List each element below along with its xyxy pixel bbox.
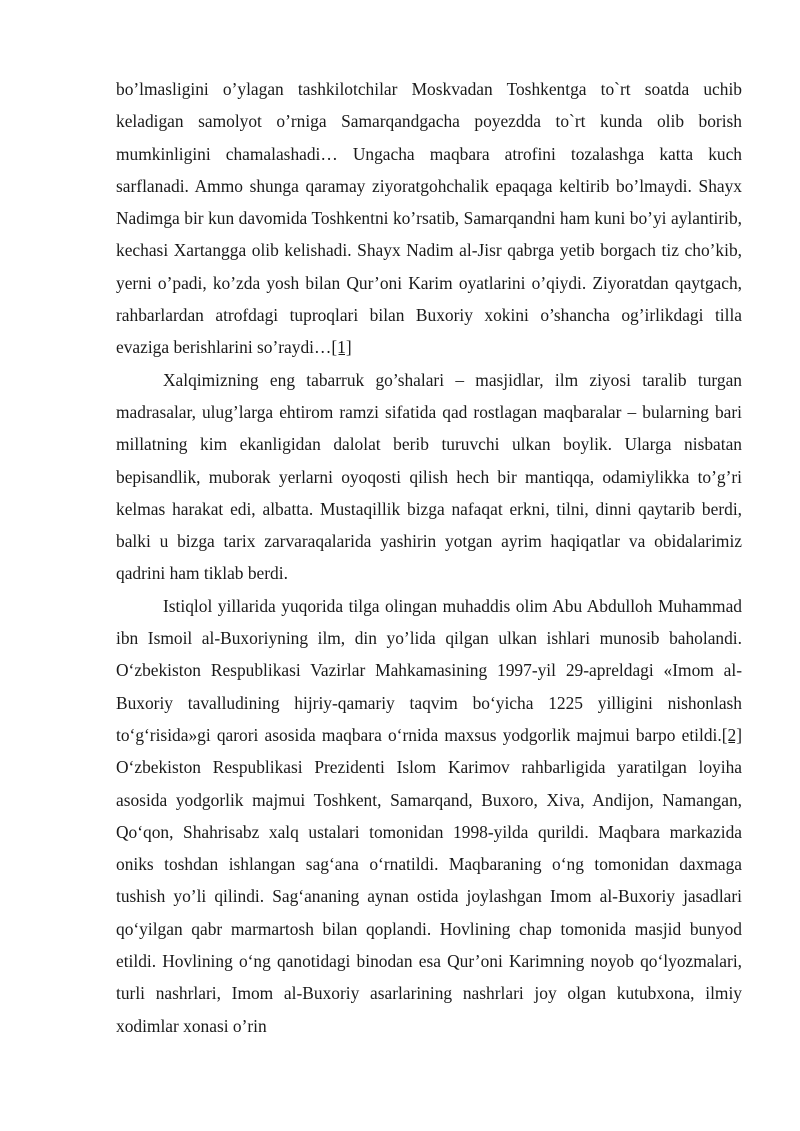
footnote-link[interactable]: [1] [331,337,352,358]
document-page [116,73,742,1042]
body-paragraph [116,364,742,590]
paragraph-text: O‘zbekiston Respublikasi Prezidenti Islom Karimov rahbarligida yaratilgan loyiha asosida yodgorlik majmui Toshkent, Samarqand, Buxoro, Xiva, Andijon, Namangan, Qo‘qon, Shahrisabz xalq ustalari tomonidan 1998-yilda qurildi. Maqbara markazida oniks toshdan ishlangan sag‘ana o‘rnatildi. Maqbaraning o‘ng tomonidan daxmaga tushish yo’li qilindi. Sag‘ananing aynan ostida joylashgan Imom al-Buxoriy jasadlari qo‘yilgan qabr marmartosh bilan qoplandi. Hovlining chap tomonida masjid bunyod etildi. Hovlining o‘ng qanotidagi binodan esa Qur’oni Karimning noyob qo‘lyozmalari, turli nashrlari, Imom al-Buxoriy asarlarining nashrlari joy olgan kutubxona, ilmiy xodimlar xonasi o’rin [116,757,742,1036]
paragraph-text: Xalqimizning eng tabarruk go’shalari – masjidlar, ilm ziyosi taralib turgan madrasalar, ulug’larga ehtirom ramzi sifatida qad rostlagan maqbaralar – bularning bari millatning kim ekanligidan dalolat berib turuvchi ulkan boylik. Ularga nisbatan bepisandlik, muborak yerlarni oyoqosti qilish hech bir mantiqqa, odamiylikka to’g’ri kelmas harakat edi, albatta. Mustaqillik bizga nafaqat erkni, tilni, dinni qaytarib berdi, balki u bizga tarix zarvaraqalarida yashirin yotgan ayrim haqiqatlar va obidalarimiz qadrini ham tiklab berdi. [116,369,742,584]
footnote-link[interactable]: [2] [721,724,742,745]
paragraph-text: bo’lmasligini o’ylagan tashkilotchilar Moskvadan Toshkentga to`rt soatda uchib keladigan samolyot o’rniga Samarqandgacha poyezdda to`rt kunda olib borish mumkinligini chamalashadi… Ungacha maqbara atrofini tozalashga katta kuch sarflanadi. Ammo shunga qaramay ziyoratgohchalik epaqaga keltirib bo’lmaydi. Shayx Nadimga bir kun davomida Toshkentni ko’rsatib, Samarqandni ham kuni bo’yi aylantirib, kechasi Xartangga olib kelishadi. Shayx Nadim al-Jisr qabrga yetib borgach tiz cho’kib, yerni o’padi, ko’zda yosh bilan Qur’oni Karim oyatlarini o’qiydi. Ziyoratdan qaytgach, rahbarlardan atrofdagi tuproqlari bilan Buxoriy xokini o’shancha og’irlikdagi tilla evaziga berishlarini so’raydi… [116,79,742,358]
body-paragraph [116,73,742,364]
body-paragraph [116,590,742,1042]
paragraph-text: Istiqlol yillarida yuqorida tilga olingan muhaddis olim Abu Abdulloh Muhammad ibn Ismoil al-Buxoriyning ilm, din yo’lida qilgan ulkan ishlari munosib baholandi. O‘zbekiston Respublikasi Vazirlar Mahkamasining 1997-yil 29-apreldagi «Imom al-Buxoriy tavalludining hijriy-qamariy taqvim bo‘yicha 1225 yilligini nishonlash to‘g‘risida»gi qarori asosida maqbara o‘rnida maxsus yodgorlik majmui barpo etildi. [116,595,742,745]
